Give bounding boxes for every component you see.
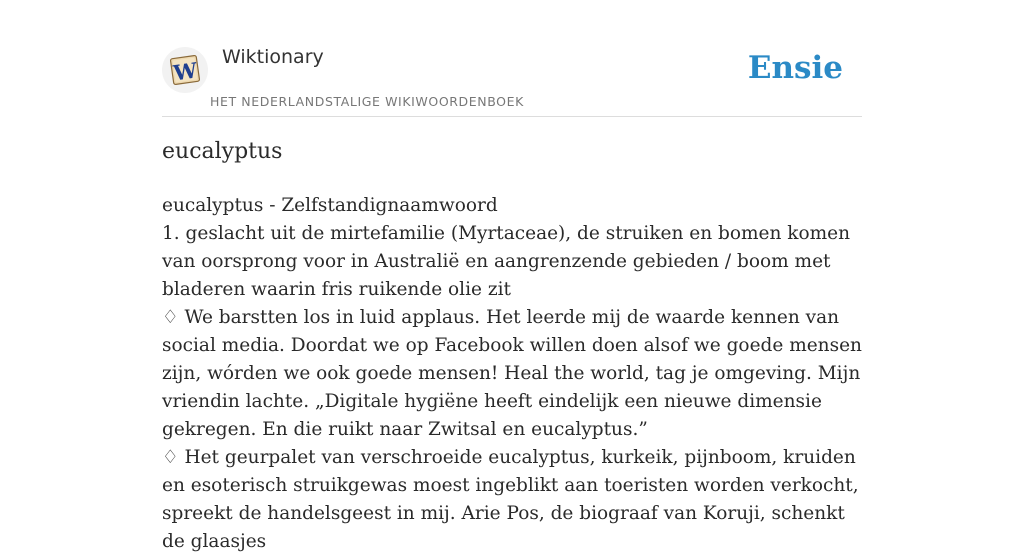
svg-text:W: W — [171, 57, 199, 86]
example-sentence: ♢ We barstten los in luid applaus. Het leerde mij de waarde kennen van social media. Doordat we op Facebook willen doen alsof we goede mensen zijn, wórden we ook goede mensen! Heal the world, tag je omgeving. Mijn vriendin lachte. „Digitale hygiëne heeft eindelijk een nieuwe dimensie gekregen. En die ruikt naar Zwitsal en eucalyptus.” — [162, 307, 862, 440]
ensie-brand-logo[interactable]: Ensie — [747, 50, 843, 86]
wiktionary-tile-icon — [167, 52, 203, 88]
entry-content — [162, 192, 862, 556]
page-title: eucalyptus — [162, 139, 283, 164]
header — [162, 0, 862, 117]
part-of-speech-line: eucalyptus - Zelfstandignaamwoord — [162, 195, 498, 216]
example-sentence: ♢ Het geurpalet van verschroeide eucalyptus, kurkeik, pijnboom, kruiden en esoterisch struikgewas moest ingeblikt aan toeristen worden verkocht, spreekt de handelsgeest in mij. Arie Pos, de biograaf van Koruji, schenkt de glaasjes — [162, 447, 859, 552]
source-subtitle: HET NEDERLANDSTALIGE WIKIWOORDENBOEK — [210, 94, 524, 109]
source-title[interactable]: Wiktionary — [222, 46, 324, 68]
definition: 1. geslacht uit de mirtefamilie (Myrtaceae), de struiken en bomen komen van oorsprong voor in Australië en aangrenzende gebieden / boom met bladeren waarin fris ruikende olie zit — [162, 223, 851, 300]
wiktionary-logo[interactable] — [162, 47, 208, 93]
